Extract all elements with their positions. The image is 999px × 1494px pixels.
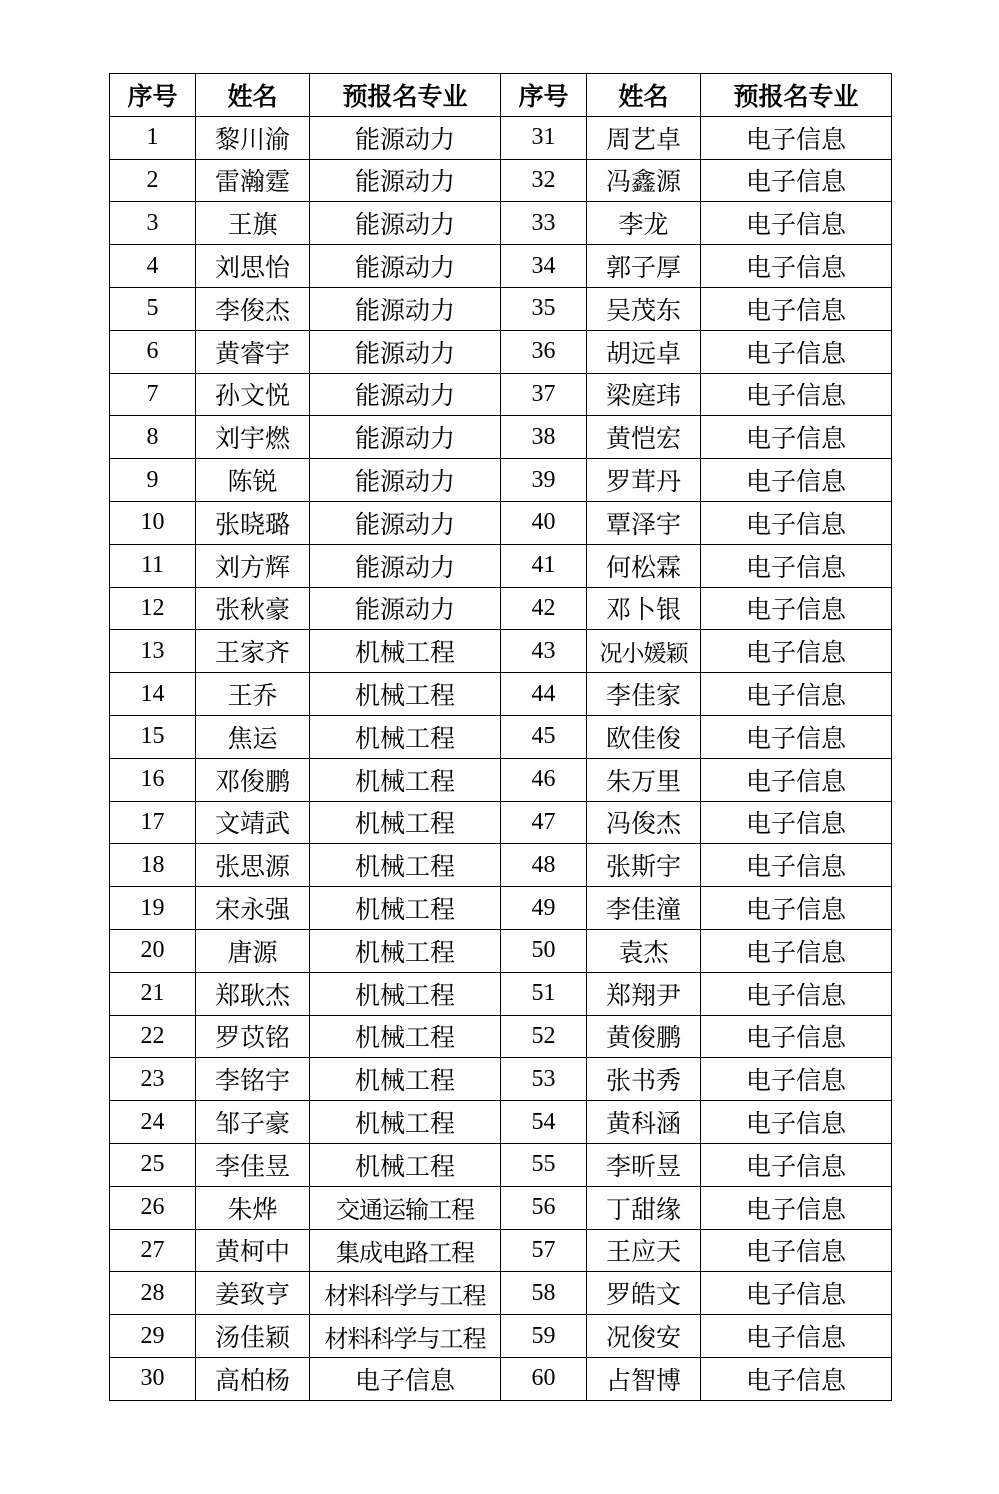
cell-serial-left: 7 <box>110 373 196 416</box>
cell-serial-right: 54 <box>501 1101 587 1144</box>
cell-name-left: 黄柯中 <box>196 1229 310 1272</box>
cell-major-left: 机械工程 <box>310 1143 501 1186</box>
cell-major-right: 电子信息 <box>701 544 892 587</box>
cell-serial-left: 27 <box>110 1229 196 1272</box>
cell-major-right: 电子信息 <box>701 501 892 544</box>
cell-serial-right: 56 <box>501 1186 587 1229</box>
cell-major-right: 电子信息 <box>701 287 892 330</box>
table-row <box>110 245 892 288</box>
table-row <box>110 116 892 159</box>
table-row <box>110 330 892 373</box>
table-row <box>110 972 892 1015</box>
cell-major-right: 电子信息 <box>701 116 892 159</box>
header-serial-right: 序号 <box>501 74 587 117</box>
cell-name-left: 黎川渝 <box>196 116 310 159</box>
cell-name-right: 邓卜银 <box>587 587 701 630</box>
cell-serial-right: 38 <box>501 416 587 459</box>
cell-name-right: 李昕昱 <box>587 1143 701 1186</box>
cell-name-left: 雷瀚霆 <box>196 159 310 202</box>
cell-serial-left: 18 <box>110 844 196 887</box>
cell-name-right: 郭子厚 <box>587 245 701 288</box>
cell-serial-left: 1 <box>110 116 196 159</box>
table-row <box>110 844 892 887</box>
cell-serial-left: 8 <box>110 416 196 459</box>
cell-major-right: 电子信息 <box>701 1357 892 1400</box>
cell-major-left: 能源动力 <box>310 544 501 587</box>
cell-name-left: 李佳昱 <box>196 1143 310 1186</box>
cell-name-left: 文靖武 <box>196 801 310 844</box>
table-row <box>110 1015 892 1058</box>
table-row <box>110 1101 892 1144</box>
cell-name-left: 刘思怡 <box>196 245 310 288</box>
table-row <box>110 1229 892 1272</box>
cell-name-left: 郑耿杰 <box>196 972 310 1015</box>
cell-major-right: 电子信息 <box>701 1315 892 1358</box>
cell-serial-right: 53 <box>501 1058 587 1101</box>
cell-name-right: 冯鑫源 <box>587 159 701 202</box>
table-row <box>110 1186 892 1229</box>
cell-serial-right: 45 <box>501 715 587 758</box>
cell-serial-left: 21 <box>110 972 196 1015</box>
cell-name-left: 姜致亨 <box>196 1272 310 1315</box>
cell-name-right: 占智博 <box>587 1357 701 1400</box>
cell-major-left: 机械工程 <box>310 972 501 1015</box>
cell-major-left: 机械工程 <box>310 673 501 716</box>
cell-major-right: 电子信息 <box>701 972 892 1015</box>
table-row <box>110 1315 892 1358</box>
cell-serial-left: 19 <box>110 887 196 930</box>
cell-name-left: 张晓璐 <box>196 501 310 544</box>
cell-name-left: 邓俊鹏 <box>196 758 310 801</box>
cell-serial-right: 50 <box>501 929 587 972</box>
cell-major-right: 电子信息 <box>701 929 892 972</box>
cell-major-left: 机械工程 <box>310 1101 501 1144</box>
cell-major-right: 电子信息 <box>701 630 892 673</box>
cell-name-left: 孙文悦 <box>196 373 310 416</box>
cell-serial-left: 2 <box>110 159 196 202</box>
cell-name-right: 王应天 <box>587 1229 701 1272</box>
cell-name-right: 冯俊杰 <box>587 801 701 844</box>
cell-major-right: 电子信息 <box>701 1015 892 1058</box>
header-name-left: 姓名 <box>196 74 310 117</box>
cell-major-left: 集成电路工程 <box>310 1229 501 1272</box>
cell-name-right: 罗茸丹 <box>587 459 701 502</box>
cell-name-left: 黄睿宇 <box>196 330 310 373</box>
cell-serial-left: 26 <box>110 1186 196 1229</box>
table-row <box>110 1357 892 1400</box>
cell-name-left: 邹子豪 <box>196 1101 310 1144</box>
cell-major-right: 电子信息 <box>701 1272 892 1315</box>
cell-serial-right: 37 <box>501 373 587 416</box>
cell-serial-left: 29 <box>110 1315 196 1358</box>
cell-name-right: 李龙 <box>587 202 701 245</box>
cell-name-right: 张斯宇 <box>587 844 701 887</box>
cell-serial-right: 40 <box>501 501 587 544</box>
table-row <box>110 373 892 416</box>
cell-major-left: 能源动力 <box>310 245 501 288</box>
cell-serial-right: 59 <box>501 1315 587 1358</box>
cell-serial-left: 6 <box>110 330 196 373</box>
table-row <box>110 416 892 459</box>
cell-name-right: 郑翔尹 <box>587 972 701 1015</box>
cell-major-left: 能源动力 <box>310 116 501 159</box>
cell-name-left: 高柏杨 <box>196 1357 310 1400</box>
cell-major-right: 电子信息 <box>701 416 892 459</box>
table-row <box>110 501 892 544</box>
cell-serial-right: 44 <box>501 673 587 716</box>
header-name-right: 姓名 <box>587 74 701 117</box>
cell-major-left: 机械工程 <box>310 630 501 673</box>
cell-name-right: 罗皓文 <box>587 1272 701 1315</box>
cell-serial-right: 32 <box>501 159 587 202</box>
cell-serial-right: 60 <box>501 1357 587 1400</box>
cell-serial-right: 47 <box>501 801 587 844</box>
cell-major-left: 能源动力 <box>310 587 501 630</box>
cell-serial-right: 49 <box>501 887 587 930</box>
table-row <box>110 673 892 716</box>
cell-serial-left: 12 <box>110 587 196 630</box>
cell-serial-left: 11 <box>110 544 196 587</box>
cell-serial-left: 3 <box>110 202 196 245</box>
cell-name-right: 李佳潼 <box>587 887 701 930</box>
cell-serial-right: 58 <box>501 1272 587 1315</box>
cell-major-left: 机械工程 <box>310 715 501 758</box>
cell-major-left: 机械工程 <box>310 887 501 930</box>
cell-major-right: 电子信息 <box>701 373 892 416</box>
cell-name-right: 袁杰 <box>587 929 701 972</box>
cell-name-right: 欧佳俊 <box>587 715 701 758</box>
cell-serial-right: 39 <box>501 459 587 502</box>
cell-name-right: 黄科涵 <box>587 1101 701 1144</box>
cell-serial-left: 10 <box>110 501 196 544</box>
cell-serial-left: 13 <box>110 630 196 673</box>
cell-major-right: 电子信息 <box>701 1229 892 1272</box>
table-row <box>110 544 892 587</box>
cell-major-left: 能源动力 <box>310 287 501 330</box>
cell-name-left: 汤佳颖 <box>196 1315 310 1358</box>
cell-serial-left: 23 <box>110 1058 196 1101</box>
cell-major-left: 能源动力 <box>310 159 501 202</box>
cell-name-left: 王家齐 <box>196 630 310 673</box>
cell-major-right: 电子信息 <box>701 330 892 373</box>
table-row <box>110 587 892 630</box>
cell-major-left: 交通运输工程 <box>310 1186 501 1229</box>
cell-major-left: 材料科学与工程 <box>310 1315 501 1358</box>
cell-name-right: 丁甜缘 <box>587 1186 701 1229</box>
header-major-right: 预报名专业 <box>701 74 892 117</box>
cell-name-left: 唐源 <box>196 929 310 972</box>
cell-serial-right: 42 <box>501 587 587 630</box>
cell-major-left: 电子信息 <box>310 1357 501 1400</box>
cell-major-left: 机械工程 <box>310 844 501 887</box>
cell-serial-left: 17 <box>110 801 196 844</box>
cell-major-left: 机械工程 <box>310 1058 501 1101</box>
cell-serial-left: 15 <box>110 715 196 758</box>
cell-major-right: 电子信息 <box>701 1143 892 1186</box>
cell-serial-right: 48 <box>501 844 587 887</box>
cell-major-right: 电子信息 <box>701 459 892 502</box>
cell-serial-left: 14 <box>110 673 196 716</box>
cell-name-right: 黄恺宏 <box>587 416 701 459</box>
cell-name-right: 周艺卓 <box>587 116 701 159</box>
cell-serial-left: 24 <box>110 1101 196 1144</box>
table-row <box>110 715 892 758</box>
cell-name-right: 况俊安 <box>587 1315 701 1358</box>
cell-major-left: 机械工程 <box>310 1015 501 1058</box>
cell-major-right: 电子信息 <box>701 758 892 801</box>
cell-serial-right: 51 <box>501 972 587 1015</box>
cell-name-right: 况小媛颖 <box>587 630 701 673</box>
cell-name-left: 宋永强 <box>196 887 310 930</box>
cell-serial-right: 43 <box>501 630 587 673</box>
cell-major-left: 能源动力 <box>310 202 501 245</box>
cell-serial-right: 41 <box>501 544 587 587</box>
header-major-left: 预报名专业 <box>310 74 501 117</box>
table-row <box>110 459 892 502</box>
cell-serial-right: 31 <box>501 116 587 159</box>
table-row <box>110 287 892 330</box>
cell-name-right: 覃泽宇 <box>587 501 701 544</box>
cell-name-right: 梁庭玮 <box>587 373 701 416</box>
cell-serial-right: 55 <box>501 1143 587 1186</box>
cell-major-right: 电子信息 <box>701 159 892 202</box>
cell-major-left: 能源动力 <box>310 373 501 416</box>
cell-serial-left: 25 <box>110 1143 196 1186</box>
cell-name-left: 张秋豪 <box>196 587 310 630</box>
cell-serial-left: 22 <box>110 1015 196 1058</box>
table-row <box>110 159 892 202</box>
cell-serial-left: 20 <box>110 929 196 972</box>
cell-name-left: 李铭宇 <box>196 1058 310 1101</box>
cell-serial-left: 28 <box>110 1272 196 1315</box>
table-row <box>110 630 892 673</box>
cell-serial-left: 30 <box>110 1357 196 1400</box>
cell-name-left: 王乔 <box>196 673 310 716</box>
cell-name-left: 李俊杰 <box>196 287 310 330</box>
table-row <box>110 202 892 245</box>
cell-name-right: 黄俊鹏 <box>587 1015 701 1058</box>
table-row <box>110 758 892 801</box>
cell-serial-right: 57 <box>501 1229 587 1272</box>
cell-major-left: 能源动力 <box>310 330 501 373</box>
cell-major-right: 电子信息 <box>701 1101 892 1144</box>
cell-serial-right: 36 <box>501 330 587 373</box>
cell-major-right: 电子信息 <box>701 673 892 716</box>
cell-major-left: 能源动力 <box>310 501 501 544</box>
cell-name-left: 刘宇燃 <box>196 416 310 459</box>
roster-table <box>109 73 892 1401</box>
cell-name-right: 吴茂东 <box>587 287 701 330</box>
table-row <box>110 887 892 930</box>
table-row <box>110 801 892 844</box>
cell-name-left: 罗苡铭 <box>196 1015 310 1058</box>
cell-major-left: 能源动力 <box>310 459 501 502</box>
cell-major-right: 电子信息 <box>701 844 892 887</box>
cell-serial-left: 5 <box>110 287 196 330</box>
table-body <box>110 116 892 1400</box>
cell-major-left: 机械工程 <box>310 758 501 801</box>
header-serial-left: 序号 <box>110 74 196 117</box>
cell-serial-right: 52 <box>501 1015 587 1058</box>
cell-major-left: 机械工程 <box>310 801 501 844</box>
cell-name-left: 王旗 <box>196 202 310 245</box>
cell-name-right: 朱万里 <box>587 758 701 801</box>
cell-major-right: 电子信息 <box>701 1186 892 1229</box>
table-row <box>110 1272 892 1315</box>
cell-major-right: 电子信息 <box>701 715 892 758</box>
cell-major-right: 电子信息 <box>701 801 892 844</box>
cell-serial-left: 9 <box>110 459 196 502</box>
cell-name-right: 李佳家 <box>587 673 701 716</box>
cell-serial-right: 46 <box>501 758 587 801</box>
cell-name-left: 焦运 <box>196 715 310 758</box>
table-header <box>110 74 892 117</box>
cell-serial-right: 35 <box>501 287 587 330</box>
cell-major-left: 机械工程 <box>310 929 501 972</box>
cell-name-right: 张书秀 <box>587 1058 701 1101</box>
cell-major-right: 电子信息 <box>701 1058 892 1101</box>
cell-name-left: 刘方辉 <box>196 544 310 587</box>
cell-major-right: 电子信息 <box>701 202 892 245</box>
cell-major-right: 电子信息 <box>701 887 892 930</box>
cell-name-left: 陈锐 <box>196 459 310 502</box>
table-row <box>110 1143 892 1186</box>
cell-serial-right: 33 <box>501 202 587 245</box>
cell-name-left: 张思源 <box>196 844 310 887</box>
cell-major-right: 电子信息 <box>701 587 892 630</box>
table-row <box>110 929 892 972</box>
cell-name-right: 何松霖 <box>587 544 701 587</box>
cell-name-right: 胡远卓 <box>587 330 701 373</box>
cell-major-left: 材料科学与工程 <box>310 1272 501 1315</box>
table-row <box>110 1058 892 1101</box>
header-row <box>110 74 892 117</box>
cell-major-right: 电子信息 <box>701 245 892 288</box>
cell-major-left: 能源动力 <box>310 416 501 459</box>
cell-serial-left: 4 <box>110 245 196 288</box>
cell-name-left: 朱烨 <box>196 1186 310 1229</box>
cell-serial-right: 34 <box>501 245 587 288</box>
cell-serial-left: 16 <box>110 758 196 801</box>
